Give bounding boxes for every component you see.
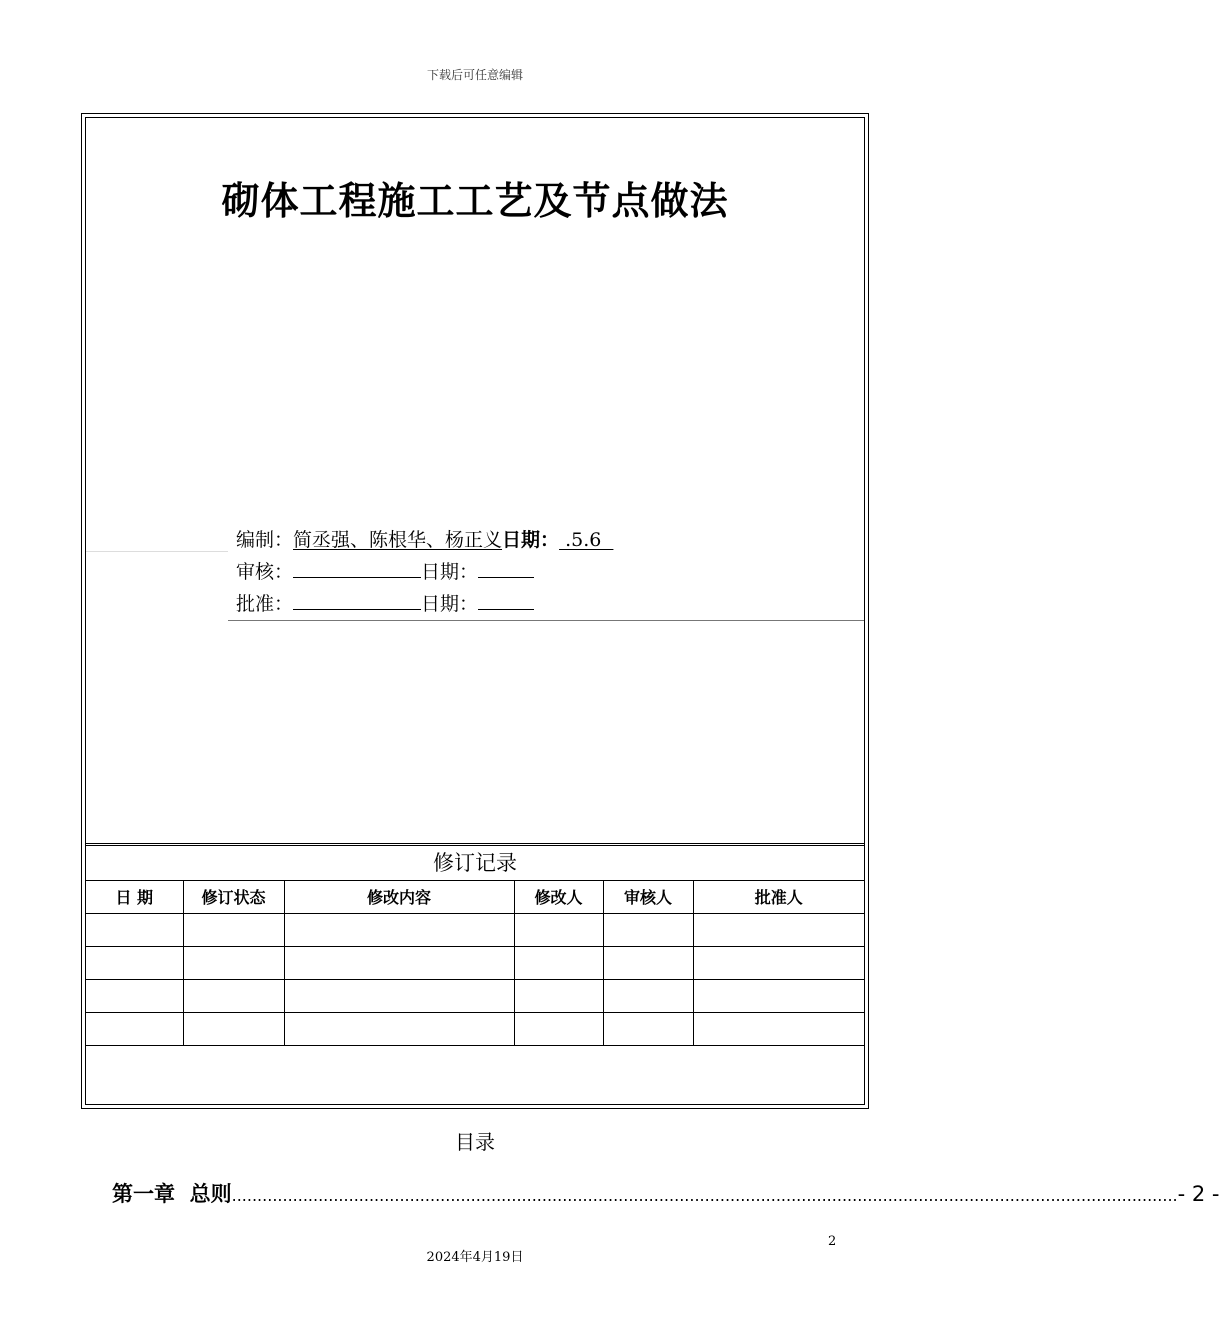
table-cell (86, 979, 183, 1012)
approved-label: 批准： (236, 593, 294, 615)
table-cell (514, 946, 603, 979)
reviewed-date-label: 日期： (421, 561, 479, 583)
column-header: 修改内容 (284, 881, 514, 913)
table-cell (284, 913, 514, 946)
page-header: 下载后可任意编辑 (426, 68, 523, 82)
compiled-date-label: 日期： (502, 529, 560, 551)
divider-line (86, 551, 228, 552)
divider-line (228, 620, 864, 621)
table-cell (693, 1012, 864, 1045)
table-cell (693, 979, 864, 1012)
table-row (86, 1012, 864, 1045)
column-header: 审核人 (603, 881, 693, 913)
approved-row (236, 589, 613, 621)
table-cell (86, 1012, 183, 1045)
reviewed-label: 审核： (236, 561, 294, 583)
table-cell (183, 979, 284, 1012)
table-cell (514, 979, 603, 1012)
table-cell (183, 1012, 284, 1045)
table-cell (603, 946, 693, 979)
approved-date-label: 日期： (421, 593, 479, 615)
signoff-block (236, 525, 613, 621)
revision-record (86, 843, 864, 1104)
column-header: 日 期 (86, 881, 183, 913)
table-cell (603, 913, 693, 946)
toc-page-number: - 2 - (1177, 1182, 1219, 1206)
toc-heading: 目录 (455, 1130, 495, 1154)
table-cell (183, 946, 284, 979)
compiled-row (236, 525, 613, 557)
compiled-names: 简丞强、陈根华、杨正义 (293, 529, 503, 551)
reviewed-date-blank (478, 558, 534, 578)
reviewed-signature-blank (293, 558, 421, 578)
document-title: 砌体工程施工工艺及节点做法 (221, 179, 729, 223)
table-cell (284, 979, 514, 1012)
table-cell (183, 913, 284, 946)
reviewed-row (236, 557, 613, 589)
revision-table (86, 881, 864, 1046)
table-row (86, 946, 864, 979)
approved-date-blank (478, 590, 534, 610)
table-row (86, 979, 864, 1012)
table-cell (693, 913, 864, 946)
toc-chapter-title: 第一章 总则 (112, 1182, 232, 1206)
column-header: 批准人 (693, 881, 864, 913)
table-cell (86, 913, 183, 946)
column-header: 修改人 (514, 881, 603, 913)
table-cell (603, 979, 693, 1012)
approved-signature-blank (293, 590, 421, 610)
column-header: 修订状态 (183, 881, 284, 913)
table-cell (514, 913, 603, 946)
table-cell (284, 946, 514, 979)
revision-header-row (86, 881, 864, 913)
table-cell (693, 946, 864, 979)
page-footer-date: 2024年4月19日 (426, 1250, 524, 1265)
toc-leader-dots: .......................................................................................................................................................................................... (231, 1186, 1178, 1205)
compiled-date-value: .5.6 (559, 529, 614, 551)
page-number: 2 (828, 1234, 837, 1249)
table-cell (86, 946, 183, 979)
table-cell (284, 1012, 514, 1045)
toc-entry[interactable] (112, 1178, 1219, 1208)
table-cell (514, 1012, 603, 1045)
table-cell (603, 1012, 693, 1045)
table-row (86, 913, 864, 946)
cover-inner-border (85, 117, 865, 1105)
revision-title: 修订记录 (86, 846, 864, 881)
cover-frame (81, 113, 869, 1109)
compiled-label: 编制： (236, 529, 294, 551)
